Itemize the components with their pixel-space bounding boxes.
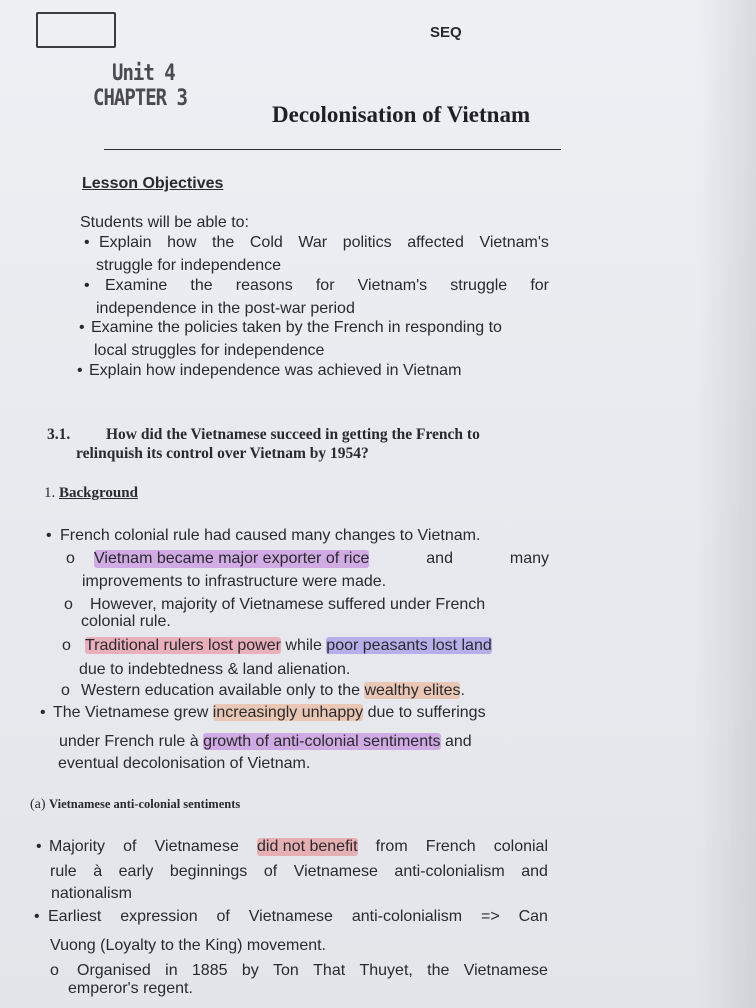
background-bullet-2-line-3: eventual decolonisation of Vietnam. [58, 755, 311, 772]
background-bullet-1: French colonial rule had caused many changes to Vietnam. [60, 527, 481, 544]
header-empty-box [36, 12, 116, 48]
section-a-bullet-1-line-1: Majority of Vietnamese did not benefit from French colonial [49, 838, 548, 855]
background-sub-1-line-1: Vietnam became major exporter of rice and many [94, 550, 549, 567]
section-a-bullet-1-line-2: rule à early beginnings of Vietnamese anti-colonialism and [50, 863, 548, 880]
highlight-did-not-benefit: did not benefit [256, 838, 358, 855]
bullet: • [77, 362, 83, 379]
sub-bullet-marker: o [50, 962, 59, 979]
background-heading: 1. Background [44, 485, 138, 501]
section-a-sub-line-2: emperor's regent. [68, 980, 193, 997]
seq-label: SEQ [430, 24, 462, 41]
chapter-label: CHAPTER 3 [93, 85, 187, 111]
page-title: Decolonisation of Vietnam [272, 102, 531, 127]
background-sub-2-line-2: colonial rule. [81, 613, 171, 630]
sub-bullet-marker: o [66, 550, 75, 567]
question-line-1: How did the Vietnamese succeed in getting the French to [106, 426, 480, 443]
objective-1-line-1: Explain how the Cold War politics affected Vietnam's [99, 234, 549, 251]
background-bullet-2-line-2: under French rule à growth of anti-colonial sentiments and [59, 733, 472, 750]
unit-label: Unit 4 [112, 60, 175, 86]
highlight-rice-exporter: Vietnam became major exporter of rice [94, 550, 370, 567]
question-number: 3.1. [47, 426, 71, 443]
section-a-heading: (a) Vietnamese anti-colonial sentiments [30, 797, 241, 812]
sub-bullet-marker: o [62, 637, 71, 654]
objective-1-line-2: struggle for independence [96, 257, 282, 274]
background-sub-4: Western education available only to the wealthy elites. [81, 682, 465, 699]
highlight-anti-colonial-growth: growth of anti-colonial sentiments [203, 733, 441, 750]
sub-bullet-marker: o [64, 596, 73, 613]
bullet: • [34, 908, 40, 925]
objective-2-line-1: Examine the reasons for Vietnam's struggle for [105, 277, 549, 294]
background-sub-2-line-1: However, majority of Vietnamese suffered under French [90, 596, 486, 613]
section-a-bullet-2-line-1: Earliest expression of Vietnamese anti-colonialism => Can [48, 908, 548, 925]
section-a-sub-line-1: Organised in 1885 by Ton That Thuyet, the Vietnamese [77, 962, 548, 979]
bullet: • [46, 527, 52, 544]
highlight-increasingly-unhappy: increasingly unhappy [212, 704, 364, 721]
background-sub-3-line-2: due to indebtedness & land alienation. [79, 661, 351, 678]
background-bullet-2-line-1: The Vietnamese grew increasingly unhappy due to sufferings [53, 704, 486, 721]
title-underline [104, 149, 561, 150]
sub-bullet-marker: o [61, 682, 70, 699]
bullet: • [40, 704, 46, 721]
background-sub-3-line-1: Traditional rulers lost power while poor peasants lost land [85, 637, 492, 654]
objective-3-line-2: local struggles for independence [94, 342, 325, 359]
highlight-peasants-lost-land: poor peasants lost land [326, 637, 492, 654]
page-edge-shadow [696, 0, 756, 1008]
highlight-wealthy-elites: wealthy elites [364, 682, 461, 699]
highlight-rulers-lost-power: Traditional rulers lost power [85, 637, 281, 654]
objective-3-line-1: Examine the policies taken by the French in responding to [91, 319, 502, 336]
objective-2-line-2: independence in the post-war period [96, 300, 355, 317]
objectives-intro: Students will be able to: [80, 214, 249, 231]
objectives-heading: Lesson Objectives [82, 175, 224, 192]
bullet: • [79, 319, 85, 336]
objective-4: Explain how independence was achieved in Vietnam [89, 362, 462, 379]
bullet: • [84, 277, 90, 294]
section-a-bullet-1-line-3: nationalism [51, 885, 132, 902]
question-line-2: relinquish its control over Vietnam by 1954? [76, 445, 369, 462]
bullet: • [84, 234, 90, 251]
background-sub-1-line-2: improvements to infrastructure were made. [82, 573, 387, 590]
section-a-bullet-2-line-2: Vuong (Loyalty to the King) movement. [50, 937, 326, 954]
bullet: • [36, 838, 42, 855]
